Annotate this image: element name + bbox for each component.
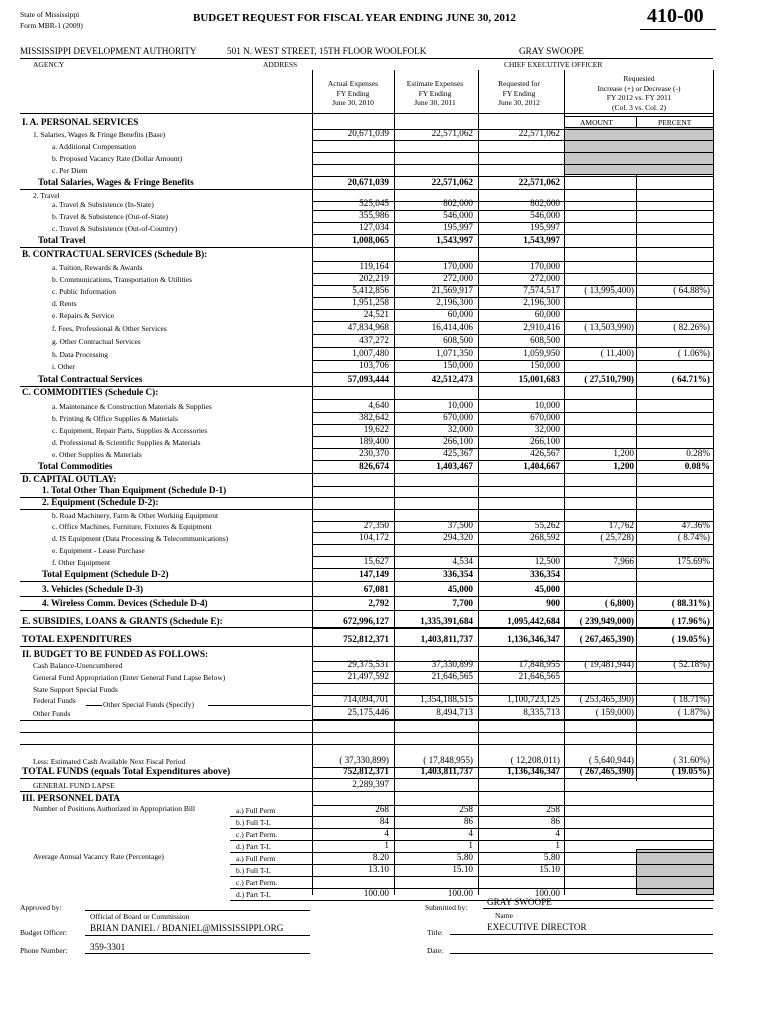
actual-value: 119,164 bbox=[359, 261, 389, 271]
col-header-percent: PERCENT bbox=[658, 118, 692, 127]
actual-value: 127,034 bbox=[359, 222, 389, 232]
row-label: Total Salaries, Wages & Fringe Benefits bbox=[38, 177, 194, 187]
change-percent: 0.08% bbox=[684, 461, 710, 471]
estimate-value: 195,997 bbox=[443, 222, 473, 232]
estimate-value: 1,335,391,684 bbox=[420, 616, 473, 626]
requested-value: 2,910,416 bbox=[523, 322, 560, 332]
actual-value: 15,627 bbox=[363, 556, 389, 566]
estimate-value: 425,367 bbox=[443, 448, 473, 458]
personnel-value: 4 bbox=[384, 828, 389, 838]
board-caption: Official of Board or Commission bbox=[90, 912, 190, 921]
row-label: Total Equipment (Schedule D-2) bbox=[42, 569, 169, 579]
row-label: E. SUBSIDIES, LOANS & GRANTS (Schedule E): bbox=[22, 616, 223, 626]
requested-value: 670,000 bbox=[530, 412, 560, 422]
row-rule bbox=[312, 247, 714, 248]
change-amount: 1,200 bbox=[613, 461, 634, 471]
estimate-value: 1,403,811,737 bbox=[420, 766, 473, 776]
row-rule bbox=[312, 189, 714, 190]
row-label: D. CAPITAL OUTLAY: bbox=[22, 474, 117, 484]
estimate-value: 60,000 bbox=[447, 309, 473, 319]
agency-name: MISSISSIPPI DEVELOPMENT AUTHORITY bbox=[20, 46, 197, 56]
personnel-rule bbox=[230, 900, 714, 901]
requested-value: 336,354 bbox=[530, 569, 560, 579]
row-label: c. Travel & Subsistence (Out-of-Country) bbox=[52, 224, 178, 233]
row-rule bbox=[312, 497, 714, 498]
actual-value: 2,289,397 bbox=[352, 779, 389, 789]
estimate-value: 546,000 bbox=[443, 210, 473, 220]
total-rule bbox=[20, 189, 312, 190]
estimate-value: 4,534 bbox=[452, 556, 473, 566]
row-label: f. Fees, Professional & Other Services bbox=[52, 324, 167, 333]
row-label: Total Commodities bbox=[38, 461, 113, 471]
actual-value: 4,640 bbox=[368, 400, 389, 410]
personnel-value: 86 bbox=[463, 816, 473, 826]
personnel-value: 1 bbox=[555, 840, 560, 850]
col-header-actual: Actual Expenses FY Ending June 30, 2010 bbox=[327, 79, 379, 107]
budget-officer-value: BRIAN DANIEL / BDANIEL@MISSISSIPPI.ORG bbox=[90, 923, 284, 933]
change-amount: ( 13,503,990) bbox=[584, 322, 634, 332]
row-rule bbox=[312, 473, 714, 474]
personnel-value: 84 bbox=[379, 816, 389, 826]
row-label: b. Proposed Vacancy Rate (Dollar Amount) bbox=[52, 154, 183, 163]
actual-value: 525,045 bbox=[359, 198, 389, 208]
requested-value: 1,100,723,125 bbox=[507, 694, 560, 704]
row-label: b. Road Machinery, Farm & Other Working Equipment bbox=[52, 511, 219, 520]
actual-value: 27,350 bbox=[363, 520, 389, 530]
change-percent: ( 8.74%) bbox=[677, 532, 710, 542]
requested-value: 10,000 bbox=[534, 400, 560, 410]
personnel-value: 1 bbox=[384, 840, 389, 850]
row-label: d. Professional & Scientific Supplies & Materials bbox=[52, 438, 201, 447]
requested-value: 900 bbox=[546, 598, 560, 608]
page-title: BUDGET REQUEST FOR FISCAL YEAR ENDING JUNE 30, 2012 bbox=[193, 12, 516, 24]
requested-value: 1,404,667 bbox=[523, 461, 560, 471]
section-rule bbox=[20, 646, 714, 647]
phone-value: 359-3301 bbox=[90, 942, 126, 952]
total-rule bbox=[20, 247, 312, 248]
row-label: Total Contractual Services bbox=[38, 374, 143, 384]
row-label: e. Repairs & Service bbox=[52, 311, 115, 320]
approved-by-label: Approved by: bbox=[20, 903, 62, 912]
row-rule bbox=[312, 581, 714, 582]
requested-value: 12,500 bbox=[534, 556, 560, 566]
estimate-value: 150,000 bbox=[443, 360, 473, 370]
positions-label: Number of Positions Authorized in Appropriation Bill bbox=[33, 804, 196, 813]
change-percent: ( 64.88%) bbox=[673, 285, 710, 295]
col-header-estimate: Estimate Expenses FY Ending June 30, 2011 bbox=[406, 79, 464, 107]
requested-value: 426,567 bbox=[530, 448, 560, 458]
requested-value: 1,543,997 bbox=[523, 235, 560, 245]
requested-value: 7,574,517 bbox=[523, 285, 560, 295]
agency-address: 501 N. WEST STREET, 15TH FLOOR WOOLFOLK bbox=[227, 46, 427, 56]
row-label: I. A. PERSONAL SERVICES bbox=[22, 117, 139, 127]
requested-value: 266,100 bbox=[530, 436, 560, 446]
row-label: f. Other Equipment bbox=[52, 558, 111, 567]
officer-caption: CHIEF EXECUTIVE OFFICER bbox=[504, 60, 603, 69]
change-percent: 175.69% bbox=[677, 556, 710, 566]
phone-label: Phone Number: bbox=[20, 946, 68, 955]
col-header-change: Requested Increase (+) or Decrease (-) FY 2012 vs. FY 2011 (Col. 3 vs. Col. 2) bbox=[597, 74, 681, 112]
row-label: 4. Wireless Comm. Devices (Schedule D-4) bbox=[42, 598, 208, 608]
requested-value: 15,001,683 bbox=[518, 374, 560, 384]
personnel-value: 5.80 bbox=[456, 852, 473, 862]
estimate-value: 608,500 bbox=[443, 335, 473, 345]
col-header-requested: Requested for FY Ending June 30, 2012 bbox=[498, 79, 540, 107]
section-rule bbox=[20, 627, 714, 628]
row-label: g. Other Contractual Services bbox=[52, 337, 141, 346]
personnel-value: 258 bbox=[459, 804, 473, 814]
row-label: TOTAL FUNDS (equals Total Expenditures above) bbox=[22, 766, 231, 777]
section-rule bbox=[20, 113, 714, 114]
requested-value: 546,000 bbox=[530, 210, 560, 220]
actual-value: 672,996,127 bbox=[343, 616, 389, 626]
actual-value: 826,674 bbox=[359, 461, 389, 471]
total-rule bbox=[20, 581, 312, 582]
actual-value: 382,642 bbox=[359, 412, 389, 422]
total-rule bbox=[20, 509, 312, 510]
change-amount: ( 267,465,390) bbox=[579, 634, 634, 644]
actual-value: 202,219 bbox=[359, 273, 389, 283]
change-amount: 1,200 bbox=[613, 448, 634, 458]
actual-value: 104,172 bbox=[359, 532, 389, 542]
personnel-sub-label: d.) Part T-L bbox=[236, 842, 271, 851]
row-label: Total Travel bbox=[38, 235, 86, 245]
estimate-value: 42,512,473 bbox=[431, 374, 473, 384]
row-label: a. Additional Compensation bbox=[52, 142, 136, 151]
row-label: C. COMMODITIES (Schedule C): bbox=[22, 387, 159, 397]
other-special-funds-label: Other Special Funds (Specify) bbox=[103, 700, 195, 709]
actual-value: 189,400 bbox=[359, 436, 389, 446]
row-label: d. IS Equipment (Data Processing & Telecommunications) bbox=[52, 534, 229, 543]
estimate-value: 10,000 bbox=[447, 400, 473, 410]
estimate-value: 1,354,188,515 bbox=[420, 694, 473, 704]
change-percent: ( 52.18%) bbox=[673, 659, 710, 669]
personnel-value: 15.10 bbox=[452, 864, 473, 874]
change-amount: ( 5,640,944) bbox=[588, 755, 634, 765]
personnel-value: 268 bbox=[375, 804, 389, 814]
estimate-value: 37,500 bbox=[447, 520, 473, 530]
actual-value: 1,008,065 bbox=[352, 235, 389, 245]
estimate-value: 170,000 bbox=[443, 261, 473, 271]
estimate-value: 1,403,467 bbox=[436, 461, 473, 471]
row-label: b. Travel & Subsistence (Out-of-State) bbox=[52, 212, 169, 221]
row-label: 1. Total Other Than Equipment (Schedule D-1) bbox=[42, 485, 227, 495]
actual-value: 714,094,701 bbox=[343, 694, 389, 704]
personnel-value: 100.00 bbox=[534, 888, 560, 898]
row-rule bbox=[312, 164, 714, 165]
estimate-value: 266,100 bbox=[443, 436, 473, 446]
change-percent: ( 1.87%) bbox=[677, 707, 710, 717]
row-rule bbox=[312, 386, 714, 387]
row-label: Federal Funds bbox=[33, 696, 76, 705]
change-percent: ( 1.06%) bbox=[677, 348, 710, 358]
estimate-value: 32,000 bbox=[447, 424, 473, 434]
row-label: II. BUDGET TO BE FUNDED AS FOLLOWS: bbox=[22, 649, 209, 659]
actual-value: 437,272 bbox=[359, 335, 389, 345]
change-amount: ( 253,465,390) bbox=[579, 694, 634, 704]
personnel-value: 100.00 bbox=[363, 888, 389, 898]
estimate-value: 1,403,811,737 bbox=[420, 634, 473, 644]
personnel-value: 4 bbox=[555, 828, 560, 838]
estimate-value: 802,000 bbox=[443, 198, 473, 208]
agency-caption: AGENCY bbox=[33, 60, 65, 69]
requested-value: 17,848,955 bbox=[518, 659, 560, 669]
actual-value: 1,951,258 bbox=[352, 297, 389, 307]
personnel-value: 86 bbox=[550, 816, 560, 826]
change-amount: 7,966 bbox=[613, 556, 634, 566]
change-amount: ( 25,728) bbox=[600, 532, 634, 542]
requested-value: 22,571,062 bbox=[518, 128, 560, 138]
actual-value: 24,521 bbox=[363, 309, 389, 319]
change-percent: ( 19.05%) bbox=[671, 766, 710, 776]
row-label: d. Rents bbox=[52, 299, 77, 308]
requested-value: 272,000 bbox=[530, 273, 560, 283]
row-label: i. Other bbox=[52, 362, 75, 371]
row-label: a. Maintenance & Construction Materials & Supplies bbox=[52, 402, 212, 411]
row-label: h. Data Processing bbox=[52, 350, 109, 359]
row-rule bbox=[312, 152, 714, 153]
address-caption: ADDRESS bbox=[263, 60, 298, 69]
requested-value: 802,000 bbox=[530, 198, 560, 208]
row-rule bbox=[312, 596, 714, 597]
row-label: B. CONTRACTUAL SERVICES (Schedule B): bbox=[22, 249, 208, 259]
actual-value: 147,149 bbox=[359, 569, 389, 579]
row-label: GENERAL FUND LAPSE bbox=[33, 781, 115, 790]
blank-row-rule bbox=[20, 720, 714, 721]
change-percent: ( 17.96%) bbox=[671, 616, 710, 626]
change-amount: ( 19,481,944) bbox=[584, 659, 634, 669]
actual-value: 47,834,968 bbox=[347, 322, 389, 332]
change-percent: ( 18.71%) bbox=[673, 694, 710, 704]
estimate-value: 16,414,406 bbox=[431, 322, 473, 332]
row-label: e. Other Supplies & Materials bbox=[52, 450, 142, 459]
estimate-value: 7,700 bbox=[452, 598, 473, 608]
estimate-value: 2,196,300 bbox=[436, 297, 473, 307]
estimate-value: 37,330,899 bbox=[431, 659, 473, 669]
personnel-value: 8.20 bbox=[372, 852, 389, 862]
date-label: Date: bbox=[427, 946, 444, 955]
blank-row-rule bbox=[20, 732, 714, 733]
actual-value: 21,497,592 bbox=[347, 671, 389, 681]
actual-value: 752,812,371 bbox=[343, 766, 389, 776]
estimate-value: 1,071,350 bbox=[436, 348, 473, 358]
change-percent: ( 88.31%) bbox=[671, 598, 710, 608]
actual-value: 1,007,480 bbox=[352, 348, 389, 358]
row-label: 2. Travel bbox=[33, 191, 60, 200]
personnel-sub-label: b.) Full T-L bbox=[236, 818, 271, 827]
requested-value: 170,000 bbox=[530, 261, 560, 271]
row-rule bbox=[312, 683, 714, 684]
row-label: State Support Special Funds bbox=[33, 685, 118, 694]
estimate-value: 21,646,565 bbox=[431, 671, 473, 681]
personnel-value: 13.10 bbox=[368, 864, 389, 874]
estimate-value: ( 17,848,955) bbox=[423, 755, 473, 765]
state-label: State of Mississippi bbox=[20, 10, 80, 19]
personnel-value: 258 bbox=[546, 804, 560, 814]
actual-value: 29,375,531 bbox=[347, 659, 389, 669]
form-label: Form MBR-1 (2009) bbox=[20, 21, 83, 30]
col-header-amount: AMOUNT bbox=[580, 118, 613, 127]
requested-value: ( 12,208,011) bbox=[510, 755, 560, 765]
row-label: c. Equipment, Repair Parts, Supplies & Accessories bbox=[52, 426, 208, 435]
estimate-value: 22,571,062 bbox=[431, 128, 473, 138]
row-label: b. Communications, Transportation & Utilities bbox=[52, 275, 193, 284]
requested-value: 2,196,300 bbox=[523, 297, 560, 307]
personnel-value: 1 bbox=[468, 840, 473, 850]
personnel-value: 15.10 bbox=[539, 864, 560, 874]
vacancy-label: Average Annual Vacancy Rate (Percentage) bbox=[33, 852, 164, 861]
estimate-value: 1,543,997 bbox=[436, 235, 473, 245]
row-rule bbox=[312, 628, 714, 629]
personnel-sub-label: c.) Part Perm. bbox=[236, 830, 278, 839]
estimate-value: 336,354 bbox=[443, 569, 473, 579]
change-amount: ( 159,000) bbox=[595, 707, 634, 717]
change-percent: 47.36% bbox=[681, 520, 710, 530]
row-label: General Fund Appropriation (Enter General Fund Lapse Below) bbox=[33, 673, 226, 682]
change-percent: ( 82.26%) bbox=[673, 322, 710, 332]
personnel-sub-label: d.) Part T-L bbox=[236, 890, 271, 899]
actual-value: 355,986 bbox=[359, 210, 389, 220]
requested-value: 8,335,713 bbox=[523, 707, 560, 717]
row-rule bbox=[312, 486, 714, 487]
requested-value: 60,000 bbox=[534, 309, 560, 319]
change-amount: ( 13,995,400) bbox=[584, 285, 634, 295]
personnel-sub-label: c.) Part Perm. bbox=[236, 878, 278, 887]
row-label: Less: Estimated Cash Available Next Fiscal Period bbox=[33, 757, 186, 766]
row-label: Other Funds bbox=[33, 709, 71, 718]
change-amount: ( 6,800) bbox=[604, 598, 634, 608]
actual-value: 20,671,039 bbox=[347, 128, 389, 138]
change-percent: 0.28% bbox=[686, 448, 710, 458]
requested-value: 150,000 bbox=[530, 360, 560, 370]
requested-value: 32,000 bbox=[534, 424, 560, 434]
total-rule bbox=[20, 596, 312, 597]
row-label: c. Public Information bbox=[52, 287, 116, 296]
estimate-value: 294,320 bbox=[443, 532, 473, 542]
personnel-sub-label: a.) Full Perm bbox=[236, 854, 276, 863]
total-rule bbox=[20, 778, 312, 779]
row-label: 2. Equipment (Schedule D-2): bbox=[42, 497, 159, 507]
actual-value: 67,081 bbox=[363, 584, 389, 594]
requested-value: 268,592 bbox=[530, 532, 560, 542]
row-label: 3. Vehicles (Schedule D-3) bbox=[42, 584, 144, 594]
actual-value: 25,175,446 bbox=[347, 707, 389, 717]
change-percent: ( 19.05%) bbox=[671, 634, 710, 644]
actual-value: 103,706 bbox=[359, 360, 389, 370]
row-label: a. Tuition, Rewards & Awards bbox=[52, 263, 143, 272]
personnel-sub-label: b.) Full T-L bbox=[236, 866, 271, 875]
estimate-value: 670,000 bbox=[443, 412, 473, 422]
requested-value: 1,136,346,347 bbox=[507, 766, 560, 776]
row-rule bbox=[312, 372, 714, 373]
row-rule bbox=[312, 509, 714, 510]
row-label: Cash Balance-Unencumbered bbox=[33, 661, 123, 670]
estimate-value: 21,569,917 bbox=[431, 285, 473, 295]
requested-value: 45,000 bbox=[534, 584, 560, 594]
row-label: c. Per Diem bbox=[52, 166, 88, 175]
actual-value: 19,622 bbox=[363, 424, 389, 434]
title-value: EXECUTIVE DIRECTOR bbox=[487, 922, 587, 932]
actual-value: 20,671,039 bbox=[347, 177, 389, 187]
submitted-by-label: Submitted by: bbox=[425, 903, 468, 912]
personnel-sub-label: a.) Full Perm bbox=[236, 806, 276, 815]
budget-officer-label: Budget Officer: bbox=[20, 928, 68, 937]
row-label: a. Travel & Subsistence (In-State) bbox=[52, 200, 154, 209]
row-rule bbox=[312, 140, 714, 141]
requested-value: 21,646,565 bbox=[518, 671, 560, 681]
title-label: Title: bbox=[427, 928, 443, 937]
form-number: 410-00 bbox=[647, 5, 704, 27]
actual-value: 5,412,856 bbox=[352, 285, 389, 295]
requested-value: 1,095,442,684 bbox=[507, 616, 560, 626]
row-rule bbox=[312, 544, 714, 545]
requested-value: 1,059,950 bbox=[523, 348, 560, 358]
personnel-value: 100.00 bbox=[447, 888, 473, 898]
personnel-rule bbox=[230, 876, 714, 877]
requested-value: 195,997 bbox=[530, 222, 560, 232]
actual-value: 752,812,371 bbox=[343, 634, 389, 644]
name-caption: Name bbox=[495, 911, 513, 920]
chief-officer: GRAY SWOOPE bbox=[519, 46, 584, 56]
change-percent: ( 31.60%) bbox=[673, 755, 710, 765]
requested-value: 608,500 bbox=[530, 335, 560, 345]
change-amount: ( 239,949,000) bbox=[579, 616, 634, 626]
change-amount: ( 267,465,390) bbox=[579, 766, 634, 776]
requested-value: 1,136,346,347 bbox=[507, 634, 560, 644]
personnel-value: 4 bbox=[468, 828, 473, 838]
estimate-value: 45,000 bbox=[447, 584, 473, 594]
row-label: 1. Salaries, Wages & Fringe Benefits (Base) bbox=[33, 130, 166, 139]
submitted-by-value: GRAY SWOOPE bbox=[487, 897, 552, 907]
row-label: b. Printing & Office Supplies & Materials bbox=[52, 414, 178, 423]
change-amount: ( 11,400) bbox=[600, 348, 634, 358]
actual-value: 230,370 bbox=[359, 448, 389, 458]
row-rule bbox=[312, 610, 714, 611]
row-label: TOTAL EXPENDITURES bbox=[22, 634, 132, 645]
personnel-value: 5.80 bbox=[543, 852, 560, 862]
total-rule bbox=[20, 610, 312, 611]
change-percent: ( 64.71%) bbox=[671, 374, 710, 384]
row-label: c. Office Machines, Furniture, Fixtures & Equipment bbox=[52, 522, 212, 531]
row-label: III. PERSONNEL DATA bbox=[22, 793, 120, 803]
estimate-value: 272,000 bbox=[443, 273, 473, 283]
section-rule bbox=[20, 791, 714, 792]
actual-value: 2,792 bbox=[368, 598, 389, 608]
requested-value: 55,262 bbox=[534, 520, 560, 530]
row-label: e. Equipment - Lease Purchase bbox=[52, 546, 145, 555]
blank-row-rule bbox=[20, 744, 714, 745]
change-amount: ( 27,510,790) bbox=[584, 374, 634, 384]
actual-value: ( 37,330,899) bbox=[339, 755, 389, 765]
change-amount: 17,762 bbox=[608, 520, 634, 530]
estimate-value: 22,571,062 bbox=[431, 177, 473, 187]
requested-value: 22,571,062 bbox=[518, 177, 560, 187]
actual-value: 57,093,444 bbox=[347, 374, 389, 384]
estimate-value: 8,494,713 bbox=[436, 707, 473, 717]
